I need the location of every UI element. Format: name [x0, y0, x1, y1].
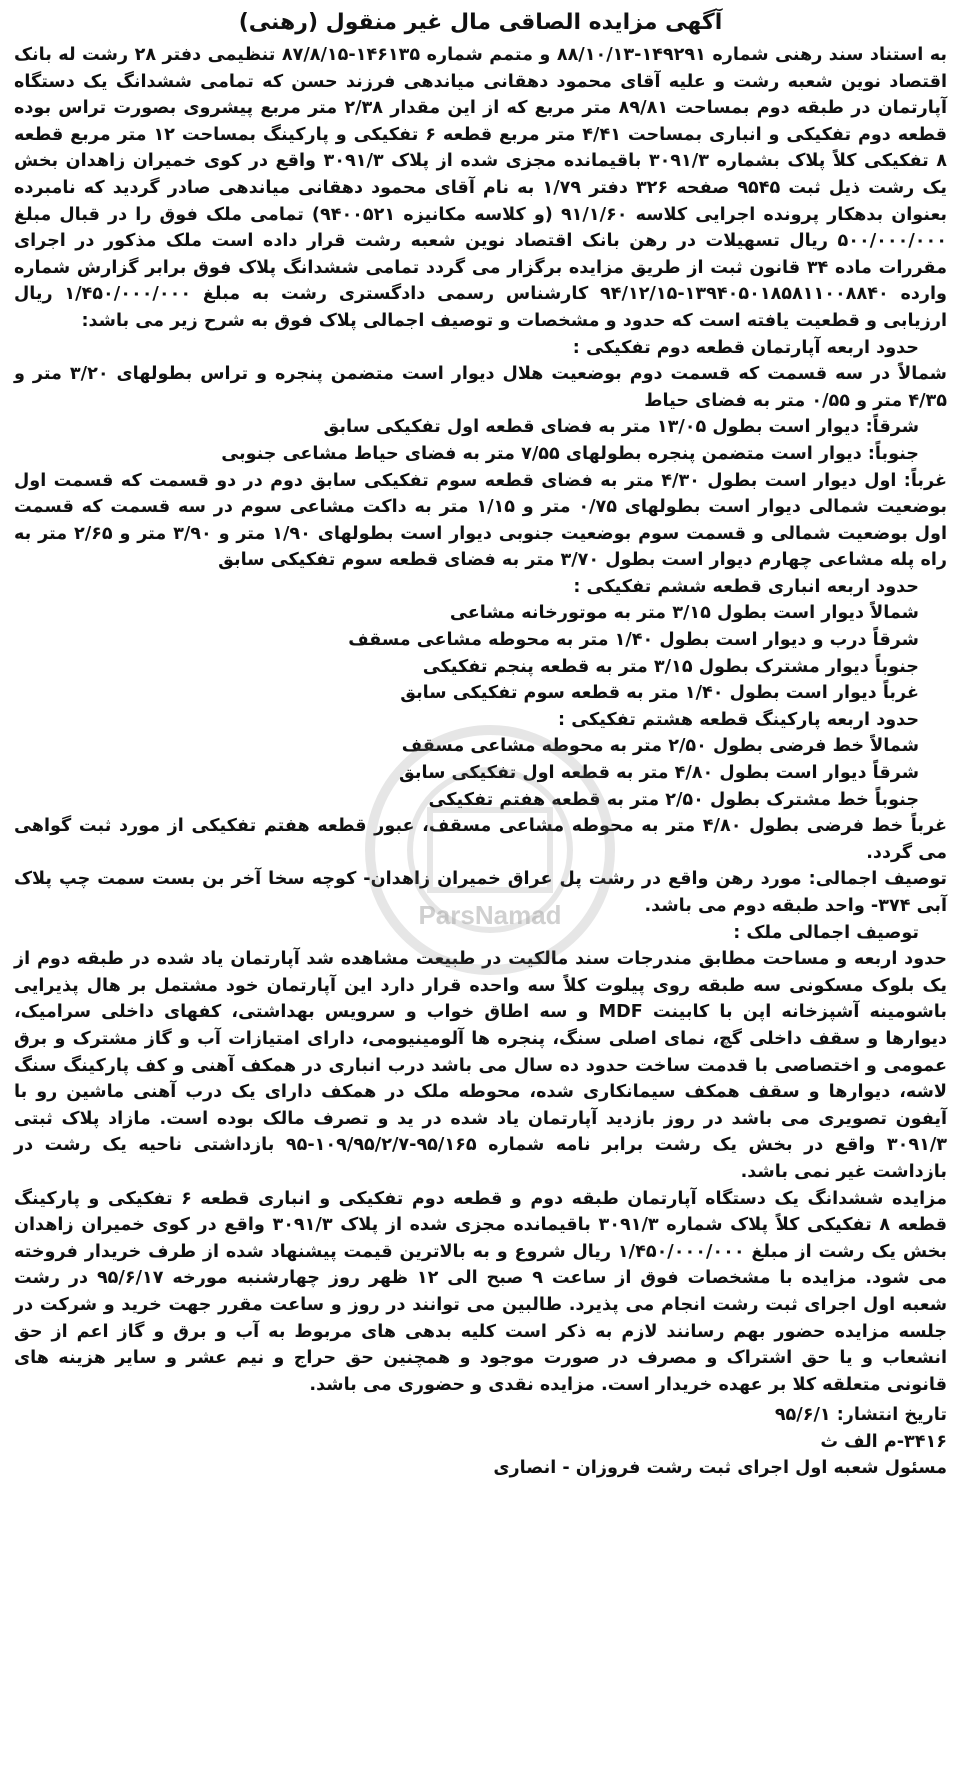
parking-east: شرقاً دیوار است بطول ۴/۸۰ متر به قطعه اول تفکیکی سابق — [399, 763, 919, 784]
storage-north: شمالاً دیوار است بطول ۳/۱۵ متر به موتورخانه مشاعی — [449, 603, 919, 624]
storage-boundaries — [14, 574, 947, 707]
intro-paragraph: به استناد سند رهنی شماره ۱۴۹۲۹۱-۸۸/۱۰/۱۳ و متمم شماره ۱۴۶۱۳۵-۸۷/۸/۱۵ تنظیمی دفتر ۲۸ رشت له بانک اقتصاد نوین شعبه رشت و علیه آقای محمود دهقانی میاندهی فرزند حسن که تمامی ششدانگ یک دستگاه آپارتمان در طبقه دوم بمساحت ۸۹/۸۱ متر مربع که از این مقدار ۲/۳۸ متر مربع پیشروی بصورت تراس بوده قطعه دوم تفکیکی و انباری بمساحت ۴/۴۱ متر مربع قطعه ۶ تفکیکی و پارکینگ بمساحت ۱۲ متر مربع قطعه ۸ تفکیکی کلاً پلاک بشماره ۳۰۹۱/۳ باقیمانده مجزی شده از پلاک ۳۰۹۱/۳ واقع در کوی خمیران زاهدان بخش یک رشت ذیل ثبت ۹۵۴۵ صفحه ۳۲۶ دفتر ۱/۷۹ به نام آقای محمود دهقانی میاندهی صادر گردید که نامبرده بعنوان بدهکار پرونده اجرایی کلاسه ۹۱/۱/۶۰ (و کلاسه مکانیزه ۹۴۰۰۵۲۱) تمامی ملک فوق را در قبال مبلغ ۵۰۰/۰۰۰/۰۰۰ ریال تسهیلات در رهن بانک اقتصاد نوین شعبه رشت قرار داده است ملک مذکور در اجرای مقررات ماده ۳۴ قانون ثبت از طریق مزایده برگزار می گردد تمامی ششدانگ پلاک فوق برابر گزارش شماره وارده ۱۳۹۴۰۵۰۱۸۵۸۱۱۰۰۸۸۴۰-۹۴/۱۲/۱۵ کارشناس رسمی دادگستری رشت به مبلغ ۱/۴۵۰/۰۰۰/۰۰۰ ریال ارزیابی و قطعیت یافته است که حدود و مشخصات و توصیف اجمالی پلاک فوق به شرح زیر می باشد: — [14, 45, 948, 331]
parking-heading: حدود اربعه پارکینگ قطعه هشتم تفکیکی : — [558, 709, 919, 730]
apartment-north: شمالاً در سه قسمت که قسمت دوم بوضعیت هلال دیوار است متضمن پنجره و تراس بطولهای ۳/۲۰ متر و ۴/۳۵ متر و ۰/۵۵ متر به فضای حیاط — [14, 364, 947, 411]
apartment-boundaries — [14, 335, 947, 574]
parking-south: جنوباً خط مشترک بطول ۲/۵۰ متر به قطعه هفتم تفکیکی — [428, 789, 919, 810]
watermark-text: ParsNamad — [418, 900, 562, 930]
apartment-south: جنوباً: دیوار است متضمن پنجره بطولهای ۷/۵۵ متر به فضای حیاط مشاعی جنوبی — [221, 443, 919, 464]
summary-property-heading: توصیف اجمالی ملک : — [733, 922, 919, 943]
auction-notice — [10, 8, 951, 1773]
parking-north: شمالاً خط فرضی بطول ۲/۵۰ متر به محوطه مشاعی مسقف — [401, 736, 919, 757]
notice-title: آگهی مزایده الصاقی مال غیر منقول (رهنی) — [238, 10, 723, 35]
apartment-east: شرقاً: دیوار است بطول ۱۳/۰۵ متر به فضای قطعه اول تفکیکی سابق — [323, 417, 919, 438]
storage-west: غرباً دیوار است بطول ۱/۴۰ متر به قطعه سوم تفکیکی سابق — [400, 683, 919, 704]
reference-code: ۳۴۱۶-م الف ث — [820, 1431, 947, 1452]
summary-property: حدود اربعه و مساحت مطابق مندرجات سند مالکیت در طبیعت مشاهده شد آپارتمان یاد شده در طبقه دوم از یک بلوک مسکونی سه طبقه روی پیلوت کلاً سه واحده قرار دارد این آپارتمان خود مشتمل بر هال پذیرایی باشومینه آشپزخانه اپن با کابینت MDF و سه اطاق خواب و سرویس بهداشتی، کفهای داخلی سرامیک، دیوارها و سقف داخلی گچ، نمای اصلی سنگ، پنجره ها آلومینیومی، دارای امتیازات آب و گاز مشترک و برق عمومی و اختصاصی با قدمت ساخت حدود ده سال می باشد درب انباری در همکف آهنی و کف پارکینگ سنگ لاشه، دیوارها و سقف همکف سیمانکاری شده، محوطه ملک در همکف دارای یک درب آهنی ماشین رو با آیفون تصویری می باشد در روز بازدید آپارتمان یاد شده در ید و تصرف مالک بوده است. مازاد پلاک ثبتی ۳۰۹۱/۳ واقع در بخش یک رشت برابر نامه شماره ۹۵/۱۶۵-۱۰۹/۹۵/۲/۷-۹۵ بازداشتی ناحیه یک رشت در بازداشت غیر نمی باشد. — [14, 949, 947, 1182]
auction-paragraph: مزایده ششدانگ یک دستگاه آپارتمان طبقه دوم و قطعه دوم تفکیکی و انباری قطعه ۶ تفکیکی و پارکینگ قطعه ۸ تفکیکی کلاً پلاک شماره ۳۰۹۱/۳ باقیمانده مجزی شده از پلاک ۳۰۹۱/۳ واقع در کوی خمیران زاهدان بخش یک رشت از مبلغ ۱/۴۵۰/۰۰۰/۰۰۰ ریال شروع و به بالاترین قیمت پیشنهاد شده از طرف خریدار فروخته می شود. مزایده با مشخصات فوق از ساعت ۹ صبح الی ۱۲ ظهر روز چهارشنبه مورخه ۹۵/۶/۱۷ در رشت شعبه اول اجرای ثبت رشت انجام می پذیرد. طالبین می توانند در روز و ساعت مقرر جهت خرید و شرکت در جلسه مزایده حضور بهم رسانند لازم به ذکر است کلیه بدهی های مربوط به آب و برق و گاز اعم از حق انشعاب و یا حق اشتراک و مصرف در صورت موجود و همچنین حق حراج و نیم عشر و سایر هزینه های قانونی متعلقه کلا بر عهده خریدار است. مزایده نقدی و حضوری می باشد. — [14, 1188, 947, 1395]
signature-line: مسئول شعبه اول اجرای ثبت رشت فروزان - انصاری — [493, 1458, 947, 1479]
publish-date: تاریخ انتشار: ۹۵/۶/۱ — [774, 1405, 947, 1426]
storage-south: جنوباً دیوار مشترک بطول ۳/۱۵ متر به قطعه پنجم تفکیکی — [422, 656, 919, 677]
parking-west: غرباً خط فرضی بطول ۴/۸۰ متر به محوطه مشاعی مسقف، عبور قطعه هفتم تفکیکی از مورد ثبت گواهی می گردد. — [14, 816, 947, 863]
apartment-heading: حدود اربعه آپارتمان قطعه دوم تفکیکی : — [572, 337, 919, 358]
apartment-west: غرباً: اول دیوار است بطول ۴/۳۰ متر به فضای قطعه سوم تفکیکی سابق دوم در دو قسمت که قسمت اول بوضعیت شمالی دیوار است بطولهای ۰/۷۵ متر و ۱/۱۵ متر به داکت مشاعی سوم در سه قسمت که قسمت اول بوضعیت شمالی و قسمت سوم بوضعیت جنوبی دیوار است بطولهای ۱/۹۰ متر و ۳/۹۰ متر و ۲/۶۵ متر به راه پله مشاعی چهارم دیوار است بطول ۳/۷۰ متر به فضای قطعه سوم تفکیکی سابق — [14, 470, 947, 571]
storage-heading: حدود اربعه انباری قطعه ششم تفکیکی : — [573, 576, 919, 597]
signature-block — [14, 1402, 947, 1482]
storage-east: شرقاً درب و دیوار است بطول ۱/۴۰ متر به محوطه مشاعی مسقف — [348, 630, 919, 651]
parking-boundaries — [14, 707, 947, 867]
summary-location: توصیف اجمالی: مورد رهن واقع در رشت پل عراق خمیران زاهدان- کوچه سخا آخر بن بست سمت چپ پلاک آبی ۳۷۴- واحد طبقه دوم می باشد. — [14, 869, 947, 916]
